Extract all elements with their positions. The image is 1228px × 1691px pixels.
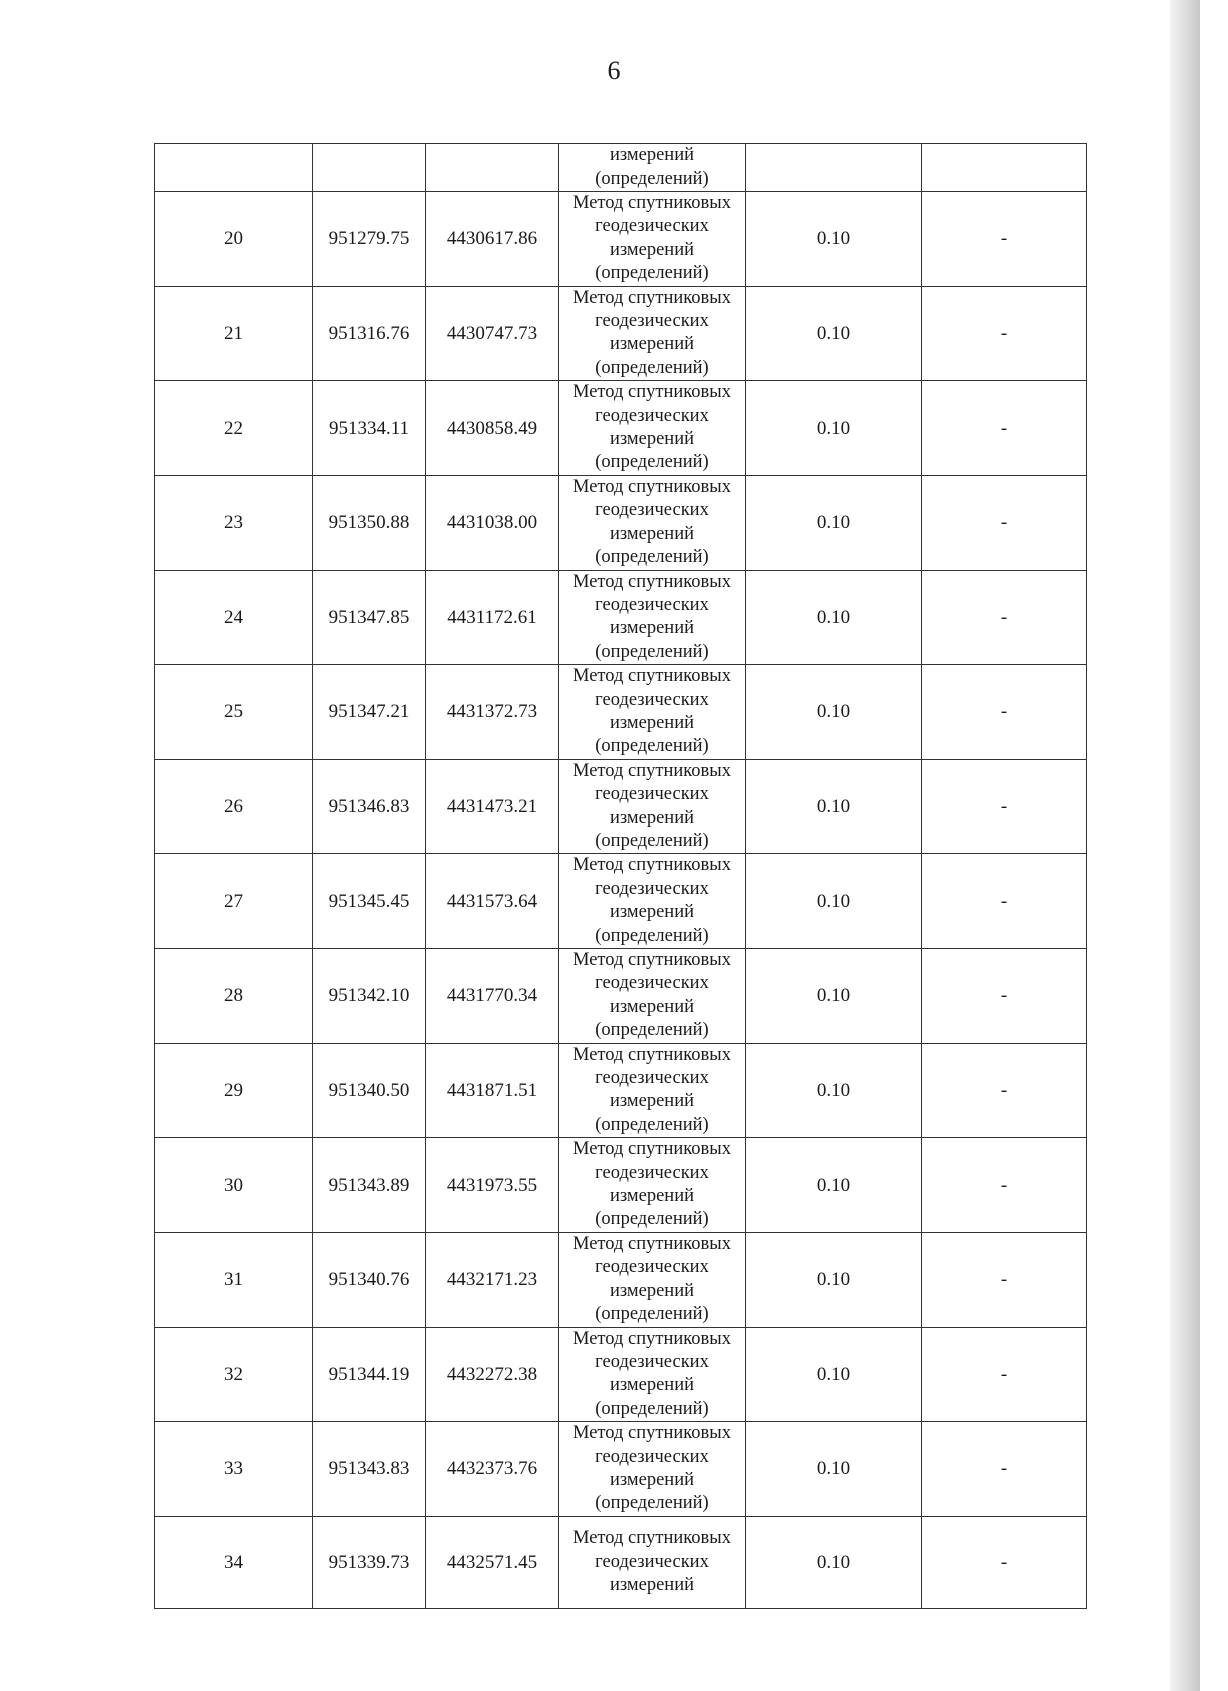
cell-x: 951344.19 bbox=[313, 1327, 426, 1422]
method-line: геодезических bbox=[595, 1351, 709, 1372]
cell-y: 4431172.61 bbox=[426, 570, 559, 665]
method-line: геодезических bbox=[595, 973, 709, 994]
method-line: Метод спутниковых bbox=[573, 666, 731, 687]
cell-y: 4432272.38 bbox=[426, 1327, 559, 1422]
method-line: (определений) bbox=[595, 641, 709, 662]
cell-method bbox=[559, 665, 746, 760]
cell-x: 951279.75 bbox=[313, 192, 426, 287]
cell-accuracy: 0.10 bbox=[746, 854, 922, 949]
cell-x: 951350.88 bbox=[313, 475, 426, 570]
table-row bbox=[155, 286, 1087, 381]
method-line: измерений bbox=[609, 712, 695, 733]
cell-method bbox=[559, 759, 746, 854]
cell-x: 951334.11 bbox=[313, 381, 426, 476]
method-line: (определений) bbox=[595, 1398, 709, 1419]
cell-point-number: 21 bbox=[155, 286, 313, 381]
coordinates-table-body bbox=[155, 144, 1087, 1609]
table-row bbox=[155, 1232, 1087, 1327]
cell-accuracy: 0.10 bbox=[746, 192, 922, 287]
cell-accuracy bbox=[746, 144, 922, 192]
cell-y: 4431871.51 bbox=[426, 1043, 559, 1138]
method-line: Метод спутниковых bbox=[573, 1528, 731, 1549]
method-line: измерений bbox=[609, 1186, 695, 1207]
cell-accuracy: 0.10 bbox=[746, 949, 922, 1044]
cell-accuracy: 0.10 bbox=[746, 759, 922, 854]
method-line: измерений bbox=[609, 523, 695, 544]
table-row bbox=[155, 1422, 1087, 1517]
cell-method bbox=[559, 1422, 746, 1517]
method-line: измерений bbox=[609, 1469, 695, 1490]
cell-point-number: 30 bbox=[155, 1138, 313, 1233]
cell-accuracy: 0.10 bbox=[746, 475, 922, 570]
method-line: геодезических bbox=[595, 1162, 709, 1183]
cell-y: 4431372.73 bbox=[426, 665, 559, 760]
method-line: Метод спутниковых bbox=[573, 1328, 731, 1349]
cell-point-number: 33 bbox=[155, 1422, 313, 1517]
method-line: (определений) bbox=[595, 1114, 709, 1135]
cell-method bbox=[559, 475, 746, 570]
cell-method bbox=[559, 854, 746, 949]
cell-note: - bbox=[922, 286, 1087, 381]
cell-method bbox=[559, 1327, 746, 1422]
cell-y: 4432571.45 bbox=[426, 1516, 559, 1608]
cell-point-number: 34 bbox=[155, 1516, 313, 1608]
cell-x: 951316.76 bbox=[313, 286, 426, 381]
method-line: геодезических bbox=[595, 1446, 709, 1467]
cell-point-number: 31 bbox=[155, 1232, 313, 1327]
cell-point-number: 24 bbox=[155, 570, 313, 665]
cell-method bbox=[559, 381, 746, 476]
method-line: Метод спутниковых bbox=[573, 760, 731, 781]
method-line: геодезических bbox=[595, 878, 709, 899]
cell-note: - bbox=[922, 1327, 1087, 1422]
cell-point-number bbox=[155, 144, 313, 192]
cell-method bbox=[559, 1232, 746, 1327]
cell-note: - bbox=[922, 475, 1087, 570]
cell-method bbox=[559, 570, 746, 665]
method-line: (определений) bbox=[595, 357, 709, 378]
cell-note: - bbox=[922, 759, 1087, 854]
method-line: измерений bbox=[609, 1375, 695, 1396]
method-line: (определений) bbox=[595, 452, 709, 473]
method-line: (определений) bbox=[595, 547, 709, 568]
cell-note: - bbox=[922, 1422, 1087, 1517]
method-line: измерений bbox=[609, 239, 695, 260]
cell-note bbox=[922, 144, 1087, 192]
table-row-continued bbox=[155, 144, 1087, 192]
method-line: геодезических bbox=[595, 311, 709, 332]
cell-method bbox=[559, 1138, 746, 1233]
method-line: Метод спутниковых bbox=[573, 1139, 731, 1160]
method-line: геодезических bbox=[595, 216, 709, 237]
cell-x bbox=[313, 144, 426, 192]
method-line: геодезических bbox=[595, 1068, 709, 1089]
cell-x: 951343.89 bbox=[313, 1138, 426, 1233]
cell-y: 4430617.86 bbox=[426, 192, 559, 287]
method-line: (определений) bbox=[595, 925, 709, 946]
cell-x: 951347.21 bbox=[313, 665, 426, 760]
method-line: Метод спутниковых bbox=[573, 950, 731, 970]
cell-y: 4432373.76 bbox=[426, 1422, 559, 1517]
cell-point-number: 26 bbox=[155, 759, 313, 854]
method-line: (определений) bbox=[595, 168, 709, 189]
cell-x: 951342.10 bbox=[313, 949, 426, 1044]
method-line: (определений) bbox=[595, 1209, 709, 1230]
cell-accuracy: 0.10 bbox=[746, 1422, 922, 1517]
table-row bbox=[155, 759, 1087, 854]
table-row bbox=[155, 192, 1087, 287]
cell-x: 951340.50 bbox=[313, 1043, 426, 1138]
coordinates-table bbox=[154, 143, 1087, 1609]
method-line: (определений) bbox=[595, 263, 709, 284]
cell-method bbox=[559, 1516, 746, 1608]
cell-note: - bbox=[922, 1516, 1087, 1608]
cell-note: - bbox=[922, 854, 1087, 949]
cell-point-number: 28 bbox=[155, 949, 313, 1044]
table-row bbox=[155, 475, 1087, 570]
method-line: Метод спутниковых bbox=[573, 855, 731, 876]
cell-y: 4430858.49 bbox=[426, 381, 559, 476]
table-row bbox=[155, 949, 1087, 1044]
cell-y bbox=[426, 144, 559, 192]
table-row bbox=[155, 570, 1087, 665]
table-row bbox=[155, 1043, 1087, 1138]
cell-accuracy: 0.10 bbox=[746, 381, 922, 476]
cell-y: 4432171.23 bbox=[426, 1232, 559, 1327]
table-row bbox=[155, 665, 1087, 760]
cell-accuracy: 0.10 bbox=[746, 570, 922, 665]
cell-y: 4430747.73 bbox=[426, 286, 559, 381]
cell-x: 951339.73 bbox=[313, 1516, 426, 1608]
cell-point-number: 29 bbox=[155, 1043, 313, 1138]
method-line: геодезических bbox=[595, 500, 709, 521]
cell-method bbox=[559, 286, 746, 381]
cell-accuracy: 0.10 bbox=[746, 1232, 922, 1327]
cell-y: 4431973.55 bbox=[426, 1138, 559, 1233]
method-line: геодезических bbox=[595, 689, 709, 710]
cell-y: 4431573.64 bbox=[426, 854, 559, 949]
method-line: измерений bbox=[609, 1574, 695, 1595]
method-line: измерений bbox=[609, 996, 695, 1017]
page-number: 6 bbox=[607, 56, 621, 85]
method-line: Метод спутниковых bbox=[573, 193, 731, 213]
cell-accuracy: 0.10 bbox=[746, 1043, 922, 1138]
method-line: измерений bbox=[609, 429, 695, 450]
table-row bbox=[155, 1138, 1087, 1233]
method-line: (определений) bbox=[595, 1493, 709, 1514]
method-line: (определений) bbox=[595, 1020, 709, 1041]
cell-note: - bbox=[922, 1138, 1087, 1233]
page-edge-shadow bbox=[1170, 0, 1200, 1691]
cell-note: - bbox=[922, 381, 1087, 476]
cell-x: 951347.85 bbox=[313, 570, 426, 665]
cell-note: - bbox=[922, 1232, 1087, 1327]
method-line: (определений) bbox=[595, 736, 709, 757]
cell-method bbox=[559, 144, 746, 192]
cell-accuracy: 0.10 bbox=[746, 1516, 922, 1608]
method-line: Метод спутниковых bbox=[573, 1044, 731, 1065]
cell-method bbox=[559, 949, 746, 1044]
cell-point-number: 22 bbox=[155, 381, 313, 476]
method-line: геодезических bbox=[595, 594, 709, 615]
method-line: геодезических bbox=[595, 784, 709, 805]
method-line: Метод спутниковых bbox=[573, 571, 731, 592]
method-line: геодезических bbox=[595, 405, 709, 426]
cell-accuracy: 0.10 bbox=[746, 665, 922, 760]
cell-accuracy: 0.10 bbox=[746, 1138, 922, 1233]
method-line: измерений bbox=[609, 618, 695, 639]
method-line: Метод спутниковых bbox=[573, 382, 731, 403]
method-line: Метод спутниковых bbox=[573, 1233, 731, 1254]
method-line: Метод спутниковых bbox=[573, 287, 731, 308]
method-line: Метод спутниковых bbox=[573, 1423, 731, 1444]
method-line: Метод спутниковых bbox=[573, 476, 731, 497]
cell-note: - bbox=[922, 665, 1087, 760]
method-line: измерений bbox=[609, 807, 695, 828]
cell-note: - bbox=[922, 1043, 1087, 1138]
cell-accuracy: 0.10 bbox=[746, 1327, 922, 1422]
cell-x: 951343.83 bbox=[313, 1422, 426, 1517]
cell-x: 951346.83 bbox=[313, 759, 426, 854]
cell-point-number: 25 bbox=[155, 665, 313, 760]
cell-point-number: 32 bbox=[155, 1327, 313, 1422]
table-row bbox=[155, 1516, 1087, 1608]
table-row bbox=[155, 1327, 1087, 1422]
method-line: измерений bbox=[609, 902, 695, 923]
method-line: (определений) bbox=[595, 1304, 709, 1325]
cell-accuracy: 0.10 bbox=[746, 286, 922, 381]
table-row bbox=[155, 381, 1087, 476]
method-line: геодезических bbox=[595, 1551, 709, 1572]
cell-x: 951340.76 bbox=[313, 1232, 426, 1327]
cell-point-number: 20 bbox=[155, 192, 313, 287]
cell-point-number: 27 bbox=[155, 854, 313, 949]
cell-y: 4431473.21 bbox=[426, 759, 559, 854]
coordinates-table-container bbox=[154, 143, 1086, 1595]
method-line: измерений bbox=[609, 145, 695, 166]
cell-y: 4431038.00 bbox=[426, 475, 559, 570]
cell-method bbox=[559, 192, 746, 287]
method-line: измерений bbox=[609, 334, 695, 355]
cell-x: 951345.45 bbox=[313, 854, 426, 949]
table-row bbox=[155, 854, 1087, 949]
cell-point-number: 23 bbox=[155, 475, 313, 570]
method-line: (определений) bbox=[595, 830, 709, 851]
method-line: измерений bbox=[609, 1280, 695, 1301]
cell-note: - bbox=[922, 949, 1087, 1044]
method-line: геодезических bbox=[595, 1257, 709, 1278]
method-line: измерений bbox=[609, 1091, 695, 1112]
cell-y: 4431770.34 bbox=[426, 949, 559, 1044]
cell-method bbox=[559, 1043, 746, 1138]
cell-note: - bbox=[922, 192, 1087, 287]
cell-note: - bbox=[922, 570, 1087, 665]
